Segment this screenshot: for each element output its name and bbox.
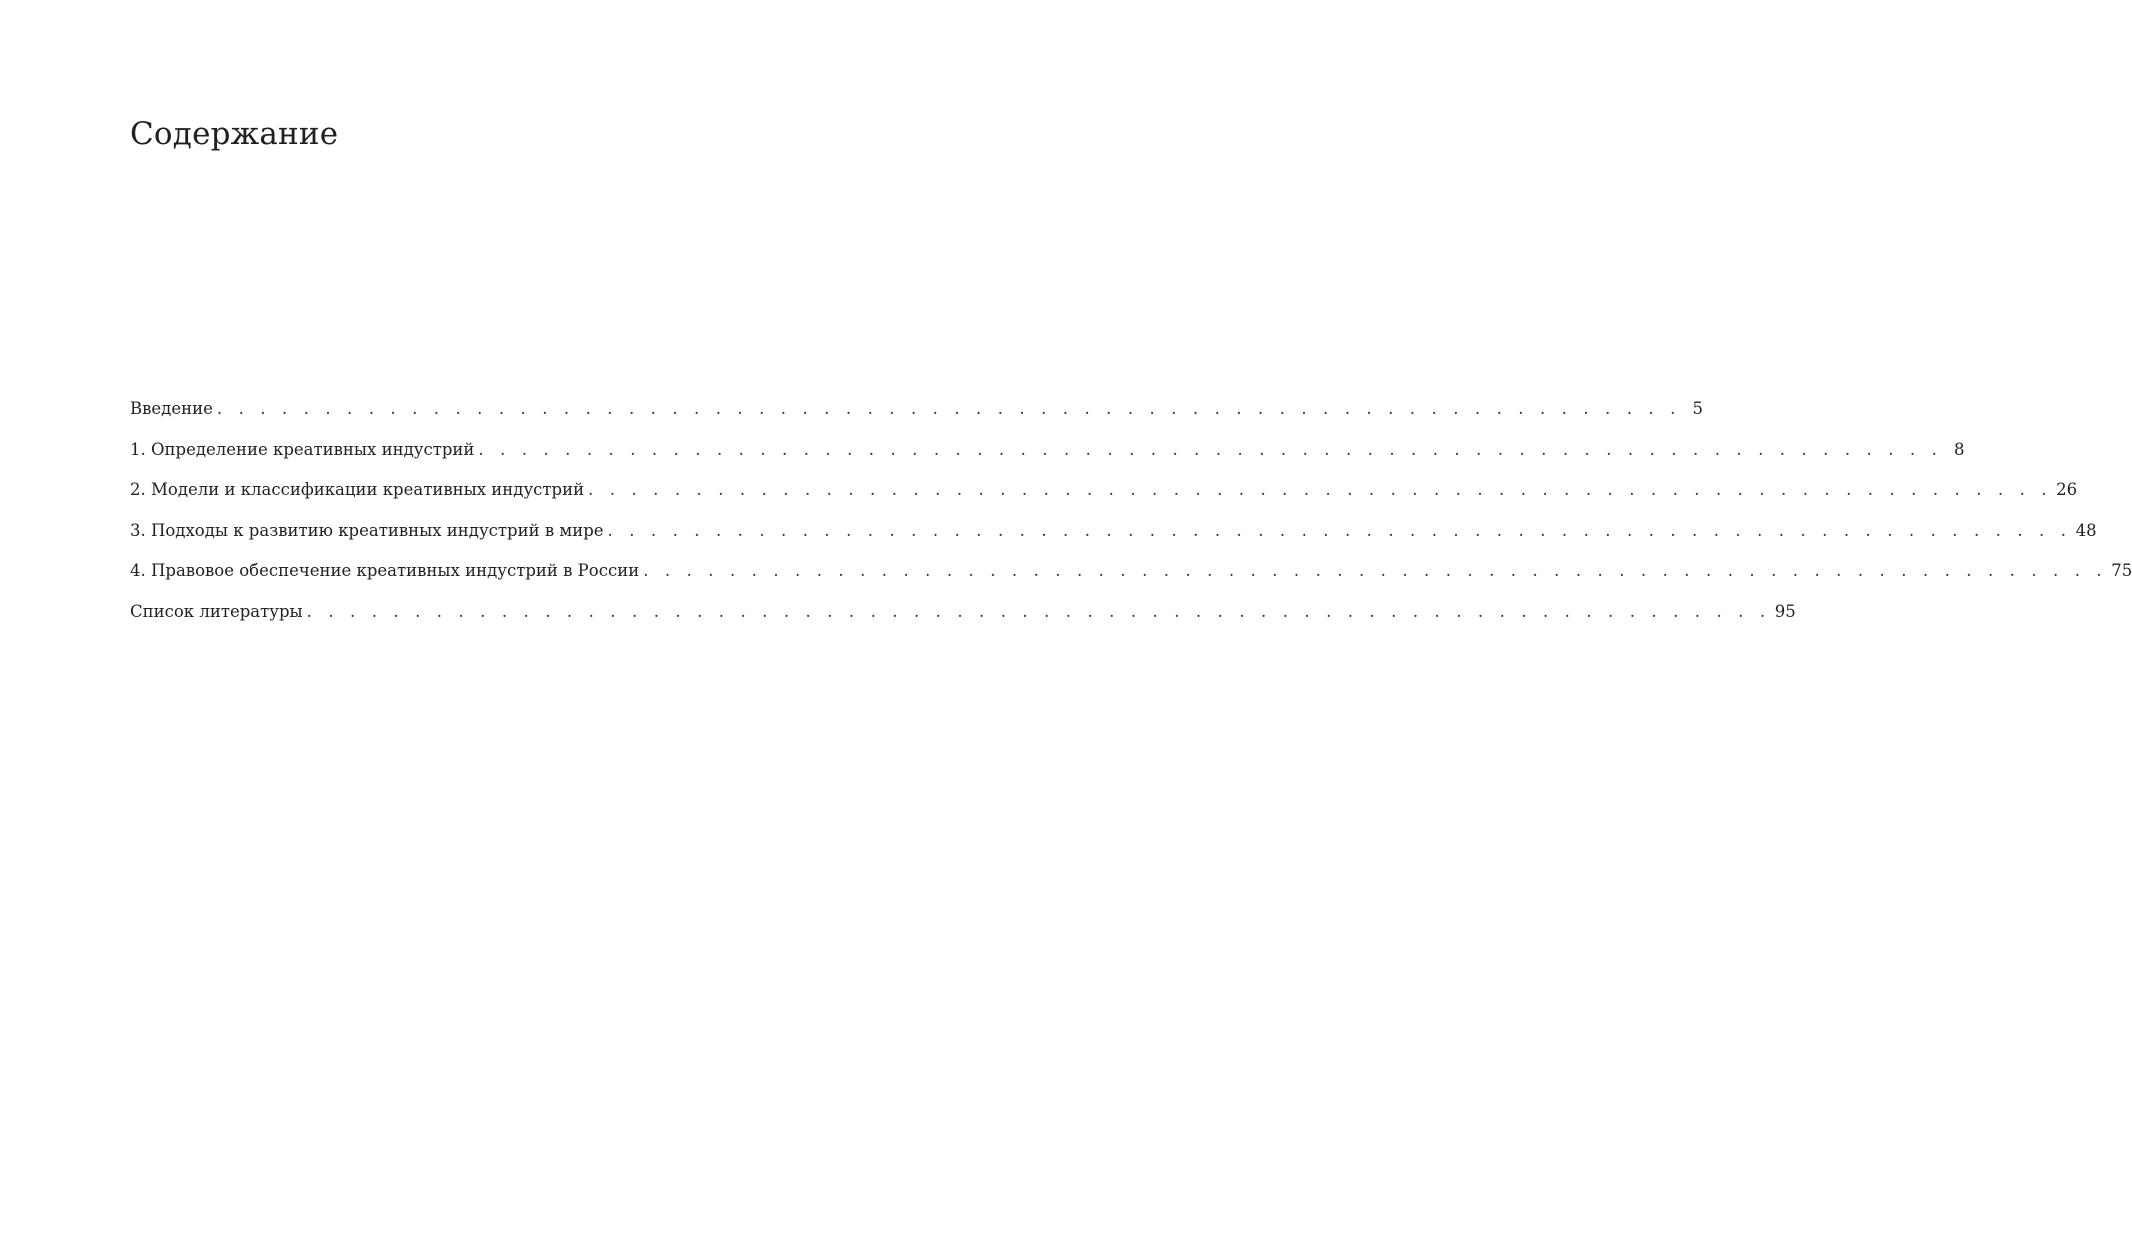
toc-dot-leader: . . . . . . . . . . . . . . . . . . . . . . . . . . . . . . . . . . . . . . . . . . . . . . . . . . . . . . . . . . . . . . . . . . . . [216, 399, 1681, 418]
toc-dot-leader: . . . . . . . . . . . . . . . . . . . . . . . . . . . . . . . . . . . . . . . . . . . . . . . . . . . . . . . . . . . . . . . . . . . . [588, 480, 2053, 500]
page-title: Содержание [130, 116, 339, 152]
toc-page-number: 26 [2056, 480, 2078, 500]
toc-page-number: 8 [1953, 439, 1965, 459]
toc-entry-label: 4. Правовое обеспечение креативных индустрий в России [130, 561, 640, 581]
toc-page-number: 75 [2111, 561, 2132, 581]
toc-entry-label: Введение [130, 399, 213, 418]
toc-entry-chapter-3[interactable] [130, 516, 2097, 557]
toc-dot-leader: . . . . . . . . . . . . . . . . . . . . . . . . . . . . . . . . . . . . . . . . . . . . . . . . . . . . . . . . . . . . . . . . . . . . [607, 520, 2072, 540]
toc-entry-chapter-1[interactable] [130, 435, 1965, 476]
toc-entry-label: 2. Модели и классификации креативных индустрий [130, 480, 585, 500]
toc-dot-leader: . . . . . . . . . . . . . . . . . . . . . . . . . . . . . . . . . . . . . . . . . . . . . . . . . . . . . . . . . . . . . . . . . . . . [643, 561, 2108, 581]
toc-entry-references[interactable] [130, 597, 1796, 638]
toc-entry-chapter-4[interactable] [130, 556, 2132, 597]
toc-page-number: 48 [2075, 520, 2097, 540]
toc-page-number: 95 [1774, 601, 1796, 621]
toc-dot-leader: . . . . . . . . . . . . . . . . . . . . . . . . . . . . . . . . . . . . . . . . . . . . . . . . . . . . . . . . . . . . . . . . . . . . [306, 601, 1771, 621]
toc-entry-introduction[interactable] [130, 394, 1703, 435]
toc-entry-label: 3. Подходы к развитию креативных индустрий в мире [130, 520, 604, 540]
toc-entry-label: 1. Определение креативных индустрий [130, 439, 475, 459]
toc-dot-leader: . . . . . . . . . . . . . . . . . . . . . . . . . . . . . . . . . . . . . . . . . . . . . . . . . . . . . . . . . . . . . . . . . . . . [478, 439, 1943, 459]
toc-page-number: 5 [1692, 399, 1703, 418]
table-of-contents [130, 394, 2132, 638]
toc-entry-chapter-2[interactable] [130, 475, 2078, 516]
toc-entry-label: Список литературы [130, 601, 303, 621]
